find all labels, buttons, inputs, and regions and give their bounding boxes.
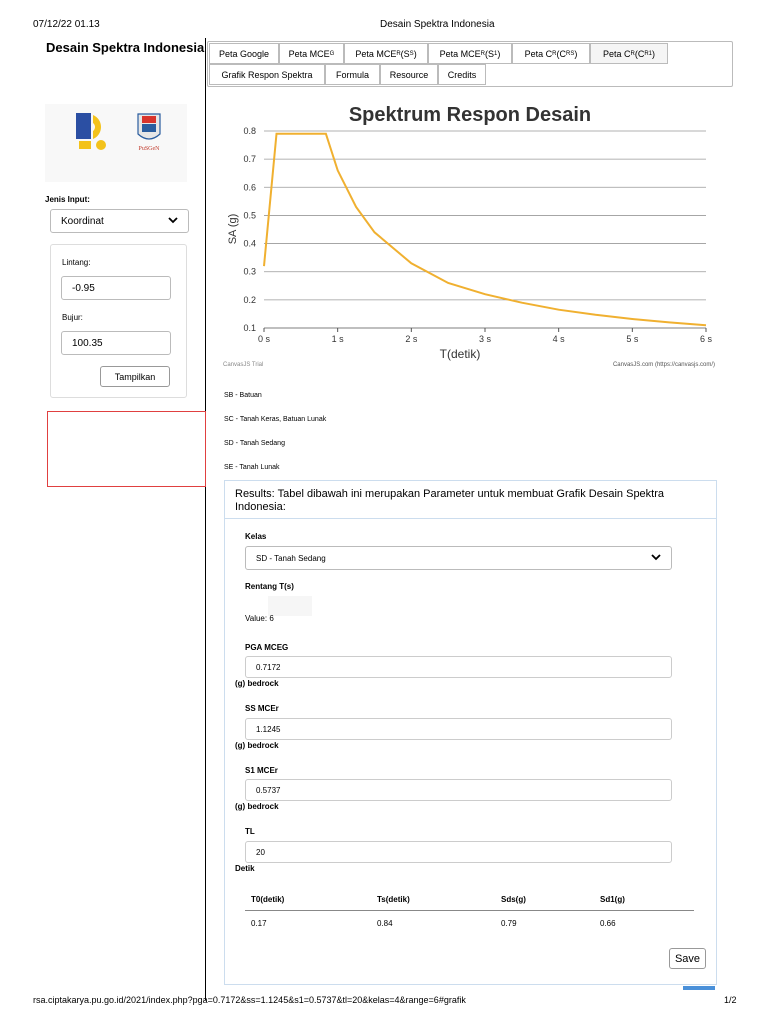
jenis-input-select[interactable] bbox=[50, 209, 189, 233]
tab-peta-google[interactable]: Peta Google bbox=[209, 43, 279, 64]
jenis-input-label: Jenis Input: bbox=[45, 195, 90, 204]
s1-unit: (g) bedrock bbox=[235, 802, 279, 811]
pu-logo-icon bbox=[75, 111, 111, 151]
tab-peta-cr-crs[interactable] bbox=[512, 43, 590, 64]
ss-unit: (g) bedrock bbox=[235, 741, 279, 750]
chart-y-ticks bbox=[243, 126, 256, 333]
highlight-box bbox=[47, 411, 206, 487]
tl-input[interactable]: 20 bbox=[245, 841, 672, 863]
tab-close-paren: ) bbox=[497, 48, 501, 59]
tab-peta-mcer-ss-label: Peta MCE bbox=[355, 48, 397, 59]
tab-credits[interactable]: Credits bbox=[438, 64, 486, 85]
table-header-sds: Sds(g) bbox=[501, 895, 526, 904]
pusgen-logo-icon bbox=[135, 110, 163, 152]
kelas-label: Kelas bbox=[245, 532, 267, 541]
kelas-item: SC - Tanah Keras, Batuan Lunak bbox=[224, 416, 327, 423]
print-datetime: 07/12/22 01.13 bbox=[33, 19, 100, 30]
results-divider bbox=[224, 518, 717, 519]
table-header-t0: T0(detik) bbox=[251, 895, 285, 904]
print-footer-url: rsa.ciptakarya.pu.go.id/2021/index.php?pga=0.7172&ss=1.1245&s1=0.5737&tl=20&kelas=4&range=6#grafik bbox=[33, 995, 466, 1005]
tab-peta-mcer-s1-paren-sub: 1 bbox=[494, 50, 498, 57]
table-cell-sds: 0.79 bbox=[501, 919, 517, 928]
chart-title: Spektrum Respon Desain bbox=[348, 104, 592, 126]
tl-label: TL bbox=[245, 827, 255, 836]
range-slider[interactable] bbox=[268, 596, 312, 616]
tab-peta-mceg-sub: G bbox=[329, 50, 335, 57]
results-title: Results: Tabel dibawah ini merupakan Parameter untuk membuat Grafik Desain Spektra Indonesia: bbox=[235, 488, 665, 513]
tab-peta-mcer-ss-sub: R bbox=[396, 50, 401, 57]
chart-y-tick-label: 0.1 bbox=[243, 323, 256, 333]
chart-series-line bbox=[264, 134, 706, 325]
chart-credit-right[interactable]: CanvasJS.com (https://canvasjs.com/) bbox=[612, 362, 715, 368]
range-value-text: Value: 6 bbox=[245, 614, 274, 623]
tab-close-paren: ) bbox=[413, 48, 417, 59]
tab-peta-cr-cr1-label: Peta C bbox=[602, 48, 631, 59]
chart-y-tick-label: 0.6 bbox=[243, 182, 256, 193]
chevron-down-icon bbox=[168, 216, 178, 227]
lintang-label: Lintang: bbox=[62, 258, 91, 267]
save-button[interactable]: Save bbox=[669, 948, 706, 969]
tab-peta-mcer-s1-paren: (S bbox=[485, 48, 494, 59]
pga-label: PGA MCEG bbox=[245, 643, 289, 652]
tab-grafik-respon-spektra[interactable]: Grafik Respon Spektra bbox=[209, 64, 325, 85]
tab-formula[interactable]: Formula bbox=[325, 64, 380, 85]
chevron-down-icon bbox=[651, 554, 661, 563]
tab-peta-mcer-s1-label: Peta MCE bbox=[439, 48, 481, 59]
ss-label: SS MCEr bbox=[245, 704, 279, 713]
logo-area bbox=[45, 104, 187, 182]
chart-y-tick-label: 0.4 bbox=[243, 238, 256, 249]
table-cell-sd1: 0.66 bbox=[600, 919, 616, 928]
chart-y-label: SA (g) bbox=[227, 213, 239, 245]
tab-peta-mcer-ss-paren: (S bbox=[400, 48, 410, 59]
tab-peta-cr-crs-sub: R bbox=[552, 50, 557, 57]
pga-unit: (g) bedrock bbox=[235, 679, 279, 688]
tab-close-paren: ) bbox=[574, 48, 578, 59]
chart-x-tick-label: 2 s bbox=[405, 334, 418, 344]
tl-unit: Detik bbox=[235, 864, 255, 873]
chart-x-tick-label: 5 s bbox=[626, 334, 639, 344]
rentang-label: Rentang T(s) bbox=[245, 582, 294, 591]
chart-grid bbox=[264, 131, 706, 328]
chart-y-tick-label: 0.8 bbox=[243, 126, 256, 136]
tab-peta-cr-crs-label: Peta C bbox=[524, 48, 553, 59]
tampilkan-button[interactable]: Tampilkan bbox=[100, 366, 170, 387]
response-spectrum-chart bbox=[220, 96, 720, 368]
tab-peta-mceg-label: Peta MCE bbox=[288, 48, 330, 59]
table-cell-t0: 0.17 bbox=[251, 919, 267, 928]
tab-peta-cr-cr1-paren-sub: R1 bbox=[644, 50, 653, 57]
chart-credit-left: CanvasJS Trial bbox=[223, 362, 264, 368]
chart-x-tick-label: 6 s bbox=[699, 334, 713, 344]
tab-resource[interactable]: Resource bbox=[380, 64, 438, 85]
s1-input[interactable]: 0.5737 bbox=[245, 779, 672, 801]
bujur-label: Bujur: bbox=[62, 313, 83, 322]
tab-peta-cr-cr1[interactable] bbox=[590, 43, 668, 64]
tab-peta-mcer-s1[interactable] bbox=[428, 43, 512, 64]
chart-x-label: T(detik) bbox=[439, 347, 481, 361]
tab-close-paren: ) bbox=[652, 48, 656, 59]
chart-x-tick-label: 3 s bbox=[478, 334, 492, 344]
kelas-item: SE - Tanah Lunak bbox=[224, 464, 280, 471]
chart-y-tick-label: 0.5 bbox=[243, 210, 256, 221]
print-footer-page: 1/2 bbox=[724, 995, 737, 1005]
chart-y-tick-label: 0.3 bbox=[243, 266, 256, 277]
print-page-title: Desain Spektra Indonesia bbox=[380, 19, 495, 30]
lintang-input[interactable]: -0.95 bbox=[61, 276, 171, 300]
chart-y-tick-label: 0.2 bbox=[243, 294, 256, 305]
table-cell-ts: 0.84 bbox=[377, 919, 393, 928]
kelas-item: SB - Batuan bbox=[224, 392, 262, 399]
ss-input[interactable]: 1.1245 bbox=[245, 718, 672, 740]
tab-peta-cr-cr1-paren: (C bbox=[634, 48, 645, 59]
s1-label: S1 MCEr bbox=[245, 766, 278, 775]
tab-peta-cr-crs-paren: (C bbox=[556, 48, 566, 59]
tab-peta-mcer-ss-paren-sub: S bbox=[409, 50, 414, 57]
scroll-indicator bbox=[683, 986, 715, 990]
table-header-ts: Ts(detik) bbox=[377, 895, 410, 904]
chart-x-tick-label: 1 s bbox=[331, 334, 344, 344]
table-header-sd1: Sd1(g) bbox=[600, 895, 625, 904]
kelas-select[interactable] bbox=[245, 546, 672, 570]
sidebar-divider bbox=[205, 38, 206, 1000]
pga-input[interactable]: 0.7172 bbox=[245, 656, 672, 678]
tab-peta-cr-cr1-sub: R bbox=[630, 50, 635, 57]
tab-peta-mcer-s1-sub: R bbox=[480, 50, 485, 57]
kelas-item: SD - Tanah Sedang bbox=[224, 440, 285, 447]
tab-peta-mcer-ss[interactable] bbox=[344, 43, 428, 64]
jenis-input-value: Koordinat bbox=[61, 215, 104, 227]
chart-x-tick-label: 0 s bbox=[257, 334, 271, 344]
table-header-divider bbox=[245, 910, 694, 911]
tab-peta-mceg[interactable] bbox=[279, 43, 344, 64]
bujur-input[interactable]: 100.35 bbox=[61, 331, 171, 355]
pusgen-logo-text: PuSGeN bbox=[138, 146, 160, 152]
chart-x-tick-label: 4 s bbox=[552, 334, 565, 344]
kelas-select-value: SD - Tanah Sedang bbox=[256, 553, 326, 563]
sidebar-title: Desain Spektra Indonesia bbox=[46, 40, 205, 55]
tab-peta-cr-crs-paren-sub: RS bbox=[566, 50, 575, 57]
chart-svg bbox=[220, 96, 720, 368]
chart-x-ticks bbox=[258, 328, 713, 344]
chart-y-tick-label: 0.7 bbox=[243, 154, 256, 165]
